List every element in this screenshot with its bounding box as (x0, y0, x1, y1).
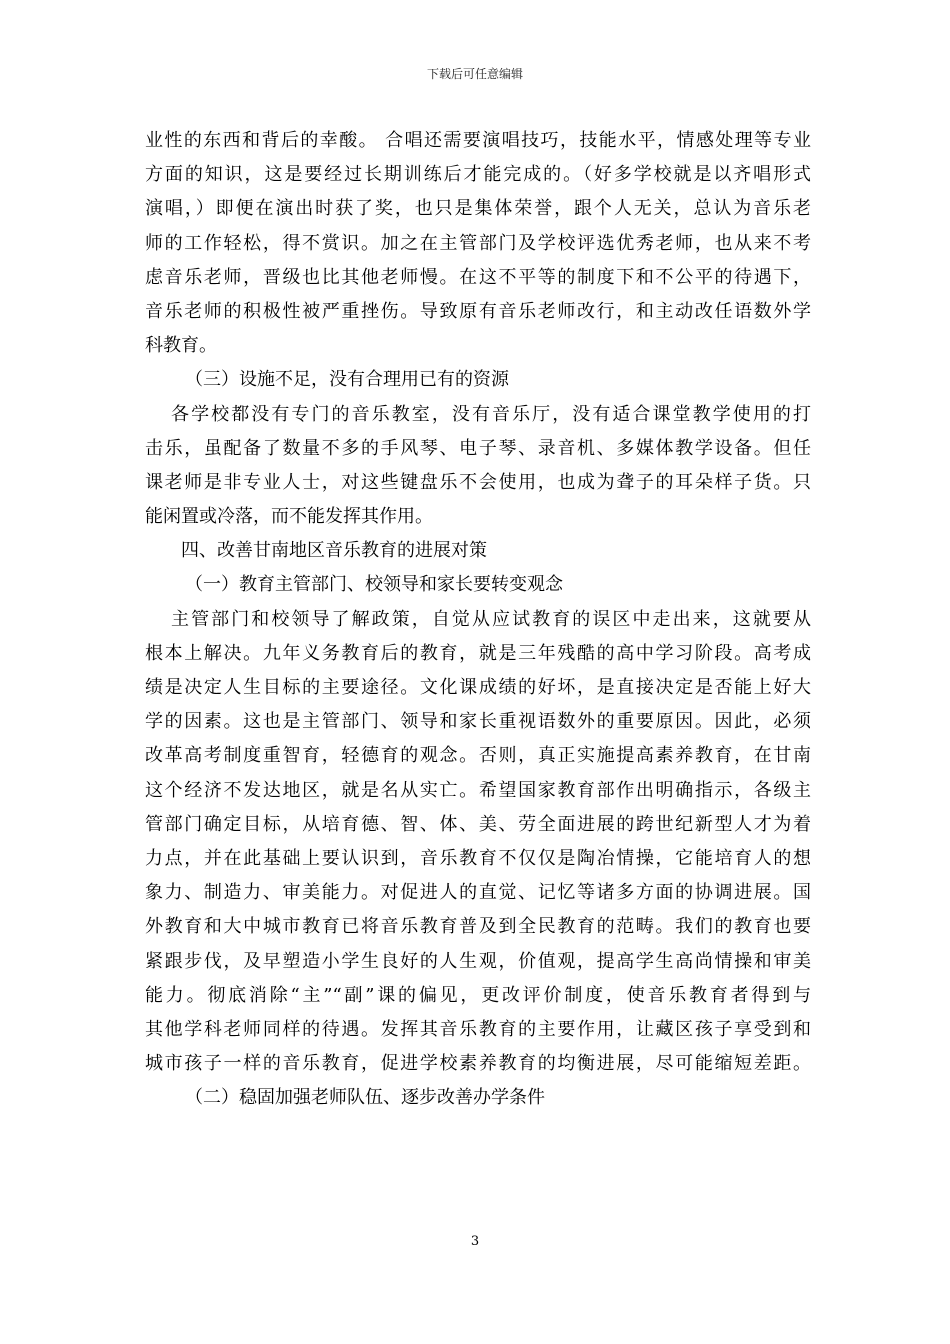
text-line: 外教育和大中城市教育已将音乐教育普及到全民教育的范畴。我们的教育也要 (145, 916, 811, 938)
text-line: 方面的知识，这是要经过长期训练后才能完成的。（好多学校就是以齐唱形式 (145, 164, 811, 186)
text-line: 主管部门和校领导了解政策，自觉从应试教育的误区中走出来，这就要从 (171, 608, 811, 630)
text-line: 城市孩子一样的音乐教育，促进学校素养教育的均衡进展，尽可能缩短差距。 (145, 1053, 811, 1075)
text-line: 击乐，虽配备了数量不多的手风琴、电子琴、录音机、多媒体教学设备。但任 (145, 437, 811, 459)
text-line: 学的因素。这也是主管部门、领导和家长重视语数外的重要原因。因此，必须 (145, 711, 811, 733)
text-line: 这个经济不发达地区，就是名从实亡。希望国家教育部作出明确指示，各级主 (145, 779, 811, 801)
text-line: 象力、制造力、审美能力。对促进人的直觉、记忆等诸多方面的协调进展。国 (145, 882, 811, 904)
document-body (145, 124, 811, 1115)
text-line: 课老师是非专业人士，对这些键盘乐不会使用，也成为聋子的耳朵样子货。只 (145, 471, 811, 493)
page-header: 下载后可任意编辑 (426, 67, 523, 81)
section-heading: （一）教育主管部门、校领导和家长要转变观念 (185, 574, 563, 596)
text-line: 科教育。 (145, 335, 217, 357)
text-line: 紧跟步伐，及早塑造小学生良好的人生观，价值观，提高学生高尚情操和审美 (145, 950, 811, 972)
text-line: 绩是决定人生目标的主要途径。文化课成绩的好坏，是直接决定是否能上好大 (145, 677, 811, 698)
text-line: 虑音乐老师，晋级也比其他老师慢。在这不平等的制度下和不公平的待遇下， (145, 266, 811, 288)
text-line: 业性的东西和背后的幸酸。 合唱还需要演唱技巧，技能水平，情感处理等专业 (145, 130, 811, 151)
page-number: 3 (470, 1234, 480, 1249)
text-line: 改革高考制度重智育，轻德育的观念。否则，真正实施提高素养教育，在甘南 (145, 745, 811, 767)
text-line: 演唱，）即便在演出时获了奖，也只是集体荣誉，跟个人无关，总认为音乐老 (145, 198, 811, 220)
text-line: 力点，并在此基础上要认识到，音乐教育不仅仅是陶冶情操，它能培育人的想 (145, 847, 811, 869)
text-line: 能力。彻底消除“主”“副”课的偏见，更改评价制度，使音乐教育者得到与 (145, 984, 811, 1006)
section-heading: （二）稳固加强老师队伍、逐步改善办学条件 (185, 1087, 545, 1109)
text-line: 各学校都没有专门的音乐教室，没有音乐厅，没有适合课堂教学使用的打 (171, 403, 811, 425)
text-line: 音乐老师的积极性被严重挫伤。导致原有音乐老师改行，和主动改任语数外学 (145, 300, 811, 322)
text-line: 根本上解决。九年义务教育后的教育，就是三年残酷的高中学习阶段。高考成 (145, 642, 811, 664)
text-line: 四、改善甘南地区音乐教育的进展对策 (181, 540, 487, 562)
text-line: 管部门确定目标，从培育德、智、体、美、劳全面进展的跨世纪新型人才为着 (145, 813, 811, 835)
text-line: 能闲置或冷落，而不能发挥其作用。 (145, 506, 433, 528)
section-heading: （三）设施不足，没有合理用已有的资源 (185, 369, 509, 391)
text-line: 其他学科老师同样的待遇。发挥其音乐教育的主要作用，让藏区孩子享受到和 (145, 1018, 811, 1040)
text-line: 师的工作轻松，得不赏识。加之在主管部门及学校评选优秀老师，也从来不考 (145, 232, 811, 254)
